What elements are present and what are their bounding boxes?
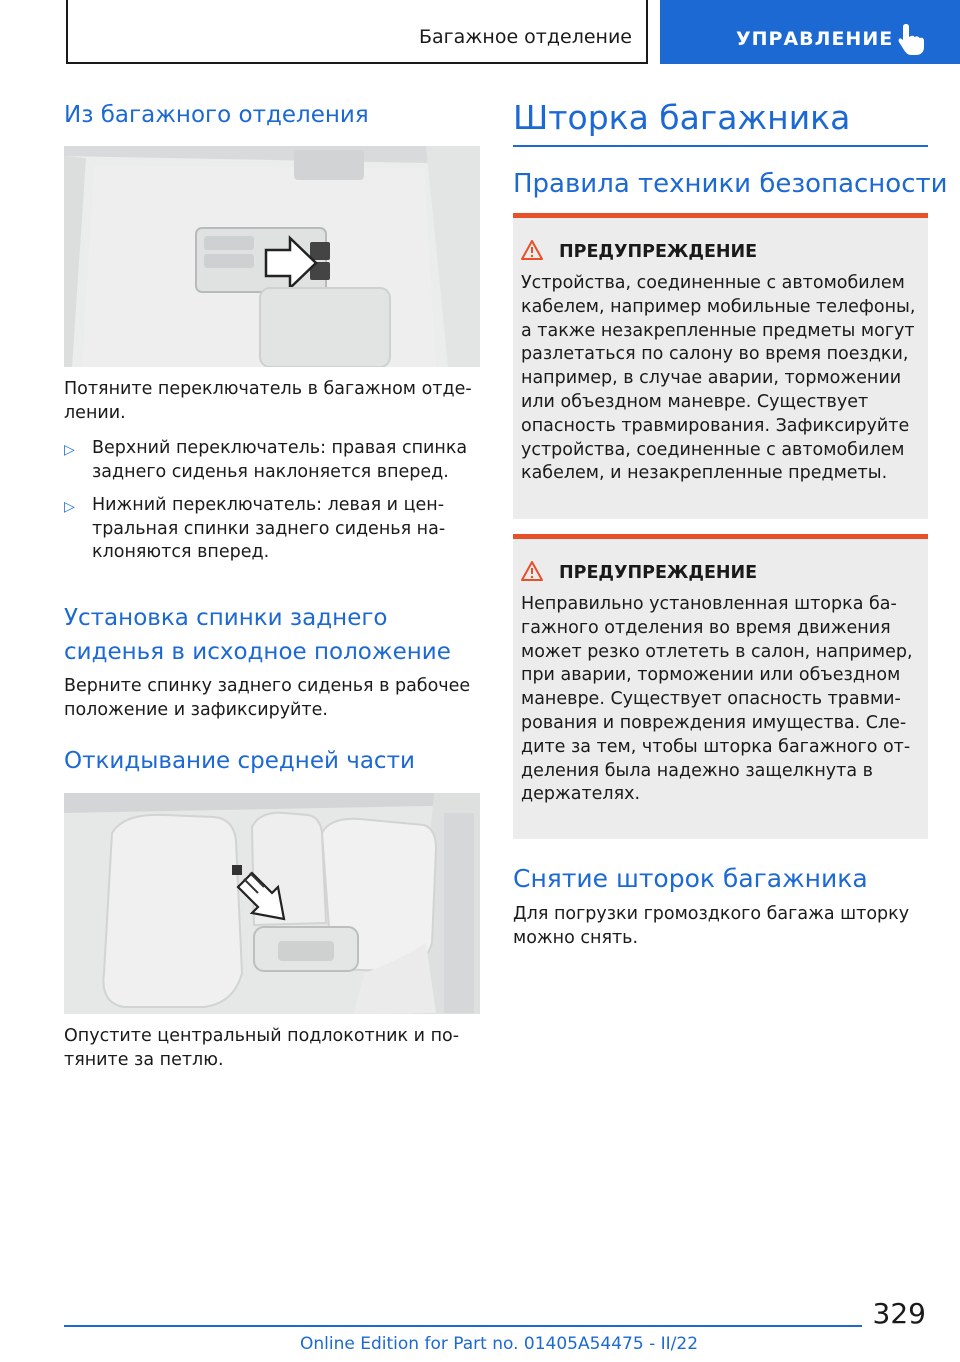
fold-middle-text: Опустите центральный подлокотник и по- тяните за петлю. xyxy=(64,1026,460,1070)
hand-pointer-icon xyxy=(896,22,926,56)
rear-seat-illustration xyxy=(64,793,480,1014)
warning-box-1 xyxy=(513,213,928,519)
pull-switch-line-1: Потяните переключатель в багажном отде- xyxy=(64,379,472,399)
heading-trunk-cover: Шторка багажника xyxy=(513,98,851,137)
bullet-lower-switch: Нижний переключатель: левая и цен- тральная спинки заднего сиденья на- клоняются вперед. xyxy=(92,495,446,562)
warning-box-2 xyxy=(513,534,928,839)
heading-from-trunk: Из багажного отделения xyxy=(64,102,369,128)
heading-safety-rules: Правила техники безопасности xyxy=(513,169,948,199)
footer-rule xyxy=(64,1325,862,1327)
heading-remove-covers: Снятие шторок багажника xyxy=(513,864,868,893)
warning-title: ПРЕДУПРЕЖДЕНИЕ xyxy=(559,563,758,583)
warning-text: Неправильно установленная шторка ба- гажного отделения во время движения может резко отлететь в салон, например, при аварии, торможении или объездном маневре. Существует опасность травми- рования и повреждения имущества. Сле- дите за тем, чтобы шторка багажного от- деления была надежно защелкнута в держателях. xyxy=(521,594,913,805)
warning-title: ПРЕДУПРЕЖДЕНИЕ xyxy=(559,242,758,262)
header-section-title: Багажное отделение xyxy=(418,26,632,48)
heading-install-backrest: Установка спинки заднего сиденья в исходное положение xyxy=(64,605,451,665)
pull-switch-line-2: лении. xyxy=(64,402,126,423)
footer-edition: Online Edition for Part no. 01405A54475 - II/22 xyxy=(300,1334,699,1354)
heading-rule xyxy=(513,145,928,147)
trunk-switch-photo xyxy=(64,146,480,367)
warning-triangle-icon xyxy=(521,240,543,260)
heading-fold-middle: Откидывание средней части xyxy=(64,748,415,774)
trunk-switch-illustration xyxy=(64,146,480,367)
header-section-box xyxy=(66,0,648,64)
remove-covers-text: Для погрузки громоздкого багажа шторку можно снять. xyxy=(513,904,910,948)
warning-triangle-icon xyxy=(521,561,543,581)
bullet-marker: ▷ xyxy=(64,499,75,515)
install-backrest-text: Верните спинку заднего сиденья в рабочее положение и зафиксируйте. xyxy=(64,676,471,720)
header-tab[interactable] xyxy=(660,0,960,64)
warning-text: Устройства, соединенные с автомобилем кабелем, например мобильные телефоны, а также незакрепленные предметы могут разлетаться по салону во время поездки, например, в случае аварии, торможении или объездном маневре. Существует опасность травмирования. Зафиксируйте устройства, соединенные с автомобилем кабелем, и незакрепленные предметы. xyxy=(521,273,916,484)
rear-seat-photo xyxy=(64,793,480,1014)
header-tab-label: УПРАВЛЕНИЕ xyxy=(736,28,894,50)
bullet-upper-switch: Верхний переключатель: правая спинка заднего сиденья наклоняется вперед. xyxy=(92,438,468,482)
bullet-marker: ▷ xyxy=(64,442,75,458)
page-number: 329 xyxy=(872,1297,926,1330)
